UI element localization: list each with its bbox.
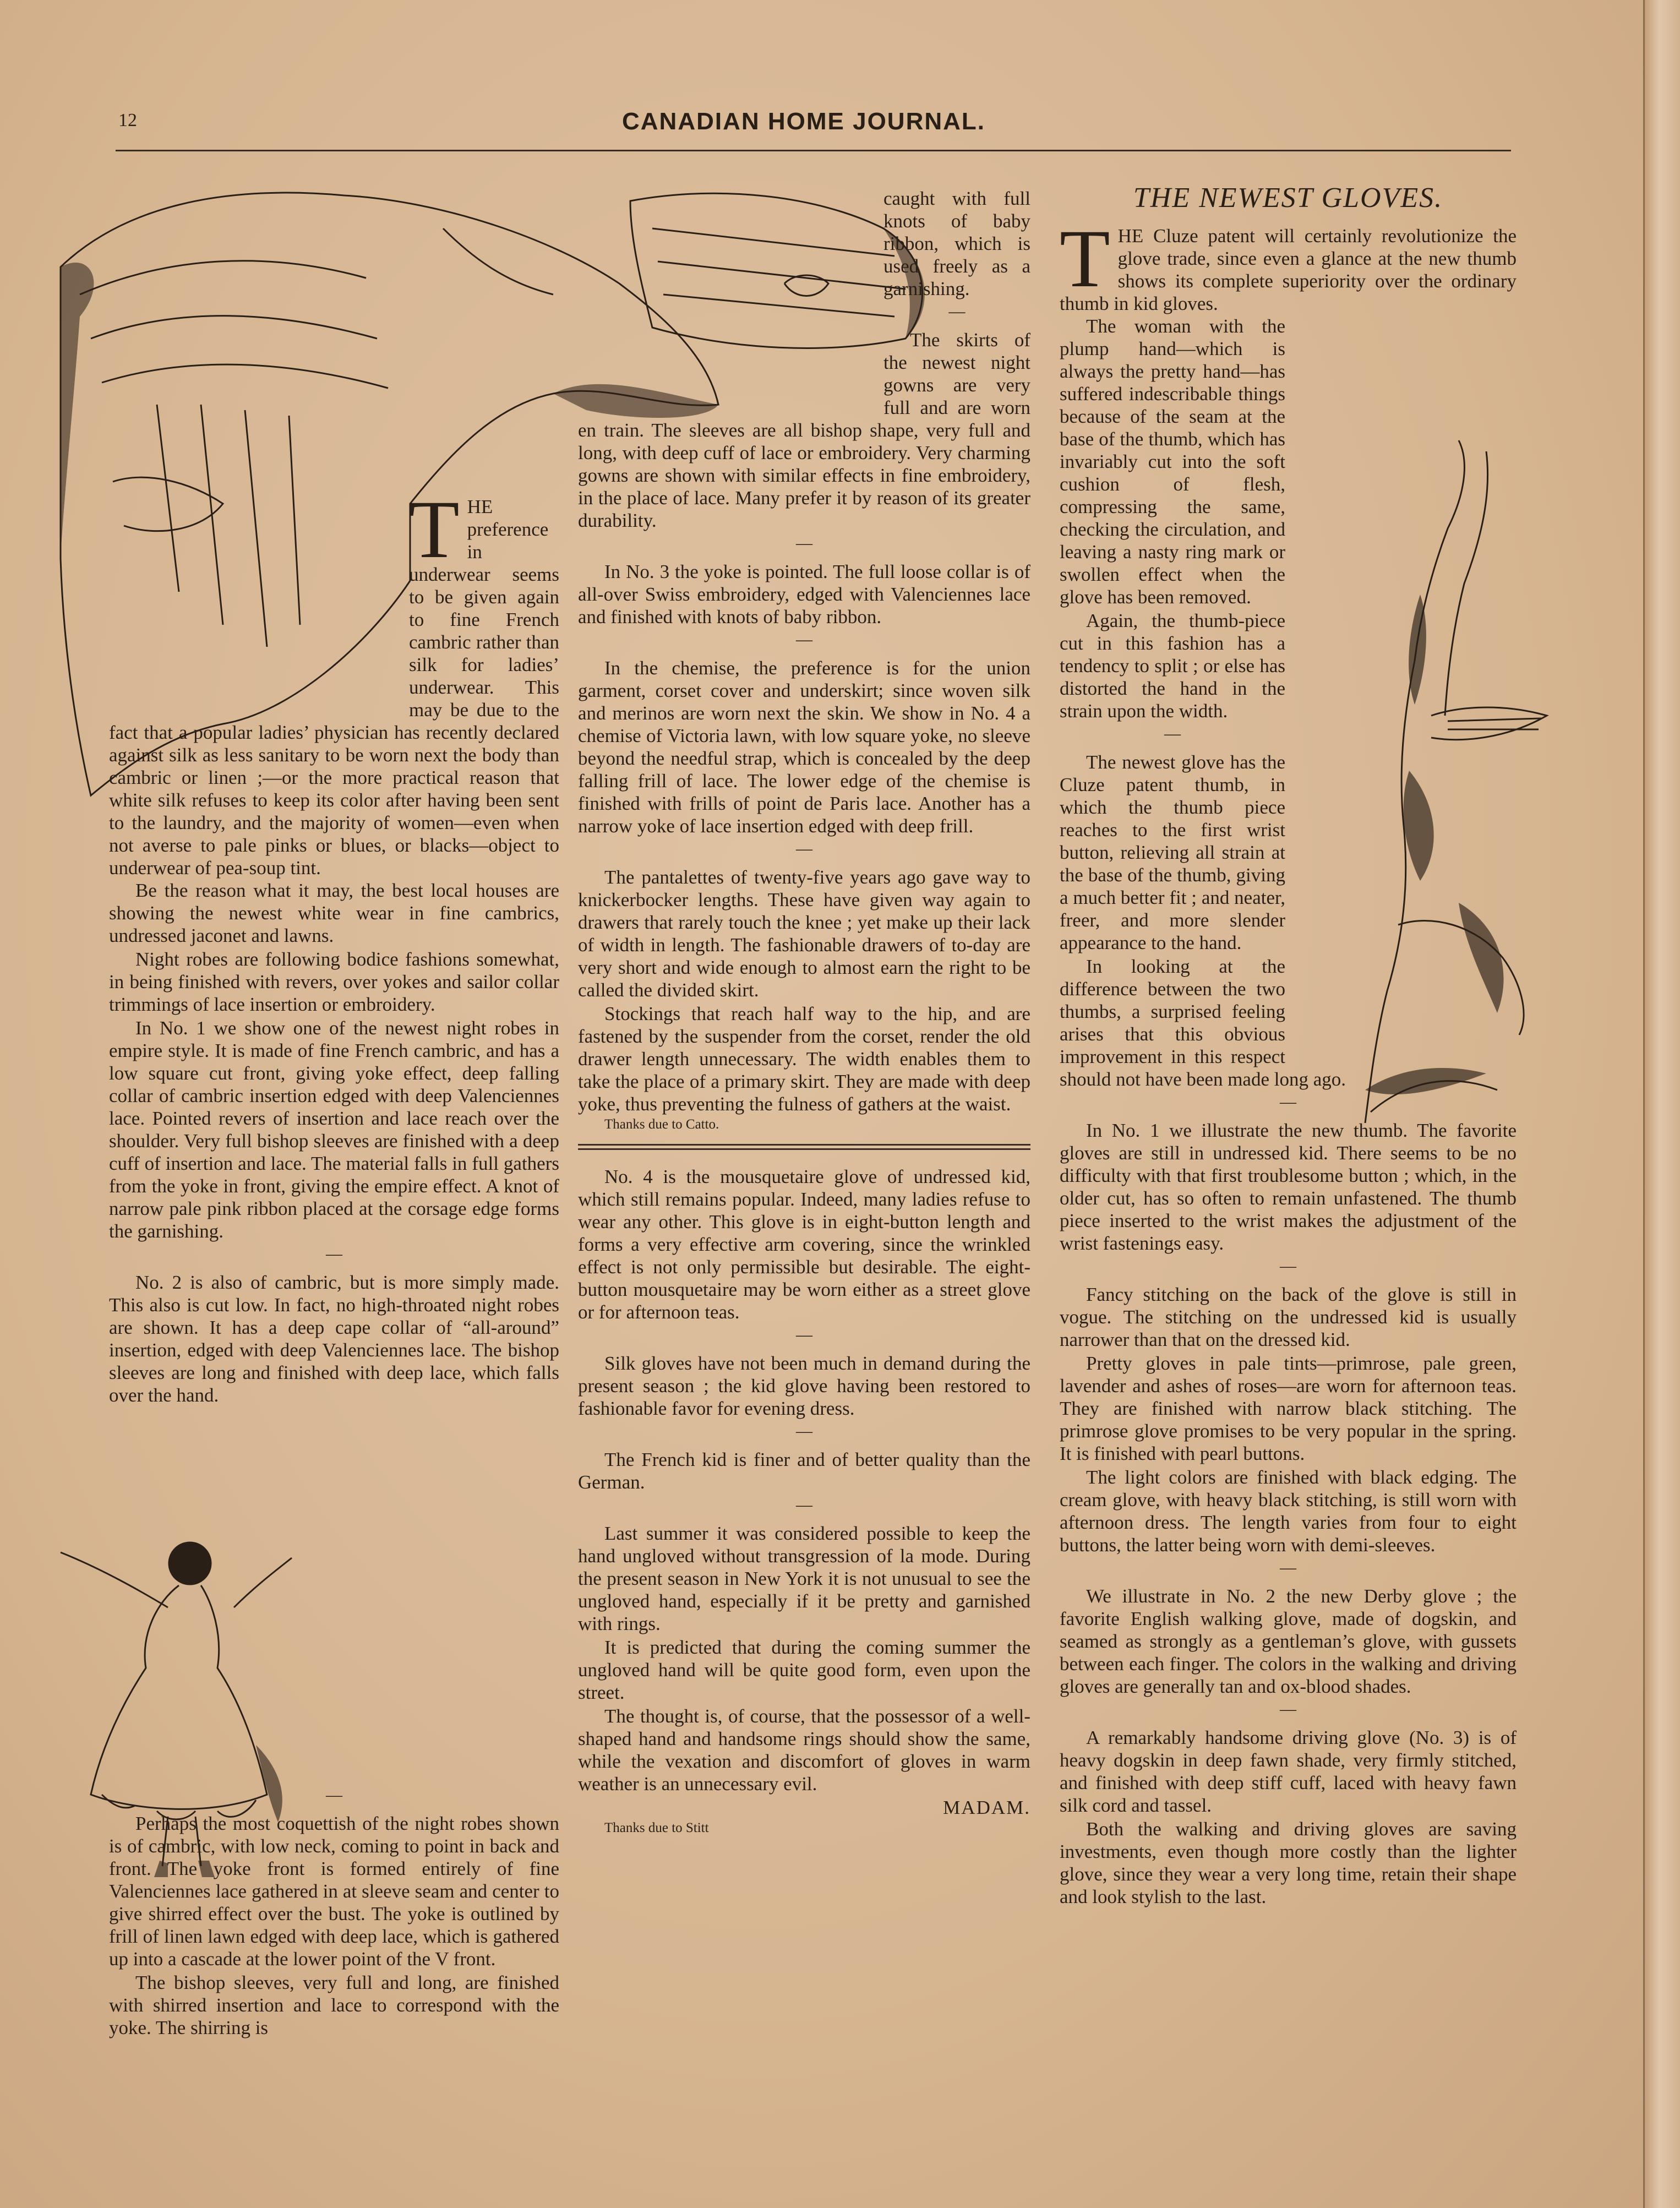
paragraph: The pantalettes of twenty-five years ago gave way to knickerbocker lengths. These have given way again to drawers that rarely touch the knee ; yet make up their lack of width in length. The fashionable drawers of to-day are very short and wide enough to almost earn the right to be called the divided skirt. <box>578 866 1030 1001</box>
separator: — <box>1280 1257 1296 1275</box>
separator: — <box>1280 1558 1296 1577</box>
separator: — <box>796 1326 812 1344</box>
intro-paragraph: HE preference in underwear seems to be given again to fine French cambric rather than silk for ladies’ underwear. This may be due to the fact that a popular ladies’ physician has recently declared against silk as less sanitary to be worn next the body than cambric or linen ;—or the more practical reason that white silk refuses to keep its color after having been sent to the laundry, and the majority of women—even when not averse to pale pinks or blues, or blacks—object to underwear of pea-soup tint. <box>109 496 559 879</box>
separator: — <box>1280 1700 1296 1718</box>
paragraph: Pretty gloves in pale tints—primrose, pale green, lavender and ashes of roses—are worn for afternoon teas. They are finished with narrow black stitching. The primrose glove promises to be very popular in the spring. It is finished with pearl buttons. <box>1060 1353 1517 1464</box>
paragraph: The bishop sleeves, very full and long, are finished with shirred insertion and lace to correspond with the yoke. The shirring is <box>109 1972 559 2038</box>
intro-paragraph: HE Cluze patent will certainly revolutionize the glove trade, since even a glance at the new thumb shows its complete superiority over the ordinary thumb in kid gloves. <box>1060 225 1517 314</box>
column-2 <box>578 187 1030 1838</box>
separator: — <box>796 534 812 552</box>
paragraph: The newest glove has the Cluze patent thumb, in which the thumb piece reaches to the first wrist button, relieving all strain at the base of the thumb, giving a much better fit ; and neater, freer, and more slender appearance to the hand. <box>1060 751 1285 953</box>
header-rule <box>116 150 1511 151</box>
separator: — <box>1280 1093 1296 1111</box>
separator: — <box>326 1245 342 1263</box>
paragraph: Again, the thumb-piece cut in this fashion has a tendency to split ; or else has distorted the hand in the strain upon the width. <box>1060 610 1285 722</box>
paragraph: Silk gloves have not been much in demand during the present season ; the kid glove having been restored to fashionable favor for evening dress. <box>578 1353 1030 1419</box>
paragraph: In looking at the difference between the two thumbs, a surprised feeling arises that this obvious improvement in this respect should not have been made long ago. <box>1060 956 1346 1090</box>
paragraph: Be the reason what it may, the best local houses are showing the newest white wear in fine cambrics, undressed jaconet and lawns. <box>109 880 559 946</box>
paragraph: Both the walking and driving gloves are saving investments, even though more costly than the lighter glove, since they wear a very long time, retain their shape and look stylish to the last. <box>1060 1818 1517 1907</box>
separator: — <box>796 839 812 858</box>
separator: — <box>796 630 812 648</box>
page-number: 12 <box>118 110 137 130</box>
paragraph: Last summer it was considered possible to keep the hand ungloved without transgression of la mode. During the present season in New York it is not unusual to see the ungloved hand, especially if it be pretty and garnished with rings. <box>578 1523 1030 1634</box>
paragraph: No. 2 is also of cambric, but is more simply made. This also is cut low. In fact, no high-throated night robes are shown. It has a deep cape collar of “all-around” insertion, edged with deep Valenciennes lace. The bishop sleeves are long and finished with deep lace, which falls over the hand. <box>109 1272 559 1406</box>
separator: — <box>948 302 966 320</box>
separator: — <box>796 1422 812 1440</box>
separator: — <box>1164 724 1181 743</box>
column-1-upper <box>109 484 559 1408</box>
illustration-spacer <box>109 495 409 716</box>
paragraph: In No. 1 we show one of the newest night robes in empire style. It is made of fine French cambric, and has a low square cut front, giving yoke effect, deep falling collar of cambric insertion edged with deep Valenciennes lace. Pointed revers of insertion and lace reach over the shoulder. Very full bishop sleeves are finished with a deep cuff of insertion and lace. The material falls in full gathers from the yoke in front, giving the empire effect. A knot of narrow pale pink ribbon placed at the corsage edge forms the garnishing. <box>109 1017 559 1242</box>
column-1-lower <box>109 1784 559 2040</box>
credit-line: Thanks due to Catto. <box>604 1117 719 1132</box>
signature: MADAM. <box>943 1797 1030 1818</box>
paragraph: The light colors are finished with black edging. The cream glove, with heavy black stitching, is still worn with afternoon dress. The length varies from four to eight buttons, the latter being worn with demi-sleeves. <box>1060 1466 1517 1556</box>
separator: — <box>326 1786 342 1804</box>
paragraph: In the chemise, the preference is for the union garment, corset cover and underskirt; since woven silk and merinos are worn next the skin. We show in No. 4 a chemise of Victoria lawn, with low square yoke, no sleeve beyond the needful strap, which is concealed by the deep falling frill of lace. The lower edge of the chemise is finished with frills of point de Paris lace. Another has a narrow yoke of lace insertion edged with deep frill. <box>578 657 1030 837</box>
paragraph: A remarkably handsome driving glove (No. 3) is of heavy dogskin in deep fawn shade, very firmly stitched, and finished with deep stiff cuff, laced with heavy fawn silk cord and tassel. <box>1060 1727 1517 1816</box>
paragraph: It is predicted that during the coming summer the ungloved hand will be quite good form, even upon the street. <box>578 1637 1030 1703</box>
paragraph: The skirts of the newest night gowns are very full and are worn en train. The sleeves are all bishop shape, very full and long, with deep cuff of lace or embroidery. Very charming gowns are shown with similar effects in fine embroidery, in the place of lace. Many prefer it by reason of its greater durability. <box>578 329 1030 531</box>
paragraph: Stockings that reach half way to the hip, and are fastened by the suspender from the corset, render the old drawer length unnecessary. The width enables them to take the place of a primary skirt. They are made with deep yoke, thus preventing the fulness of gathers at the waist. <box>578 1003 1030 1115</box>
paragraph: Night robes are following bodice fashions somewhat, in being finished with revers, over yokes and sailor collar trimmings of lace insertion or embroidery. <box>109 948 559 1015</box>
paragraph: The thought is, of course, that the possessor of a well-shaped hand and handsome rings should show the same, while the vexation and discomfort of gloves in warm weather is an unnecessary evil. <box>578 1705 1030 1795</box>
separator: — <box>796 1496 812 1514</box>
illustration-spacer <box>1285 325 1517 1052</box>
paragraph: The French kid is finer and of better quality than the German. <box>578 1449 1030 1493</box>
dropcap: T <box>1060 213 1110 304</box>
paragraph: In No. 3 the yoke is pointed. The full loose collar is of all-over Swiss embroidery, edged with Valenciennes lace and finished with knots of baby ribbon. <box>578 561 1030 628</box>
paragraph: No. 4 is the mousquetaire glove of undressed kid, which still remains popular. Indeed, many ladies refuse to wear any other. This glove is in eight-button length and forms a very effective arm covering, since the wrinkled effect is not only permissible but desirable. The eight-button mousquetaire may be worn either as a street glove or for afternoon teas. <box>578 1166 1030 1323</box>
illustration-spacer <box>578 187 883 405</box>
section-divider <box>578 1144 1030 1150</box>
page-spine-edge <box>1643 0 1680 2208</box>
paragraph: Fancy stitching on the back of the glove is still in vogue. The stitching on the undressed kid is usually narrower than that on the dressed kid. <box>1060 1284 1517 1350</box>
dropcap: T <box>409 484 460 575</box>
paragraph: We illustrate in No. 2 the new Derby glove ; the favorite English walking glove, made of dogskin, and seamed as strongly as a gentleman’s glove, with gussets between each finger. The colors in the walking and driving gloves are generally tan and ox-blood shades. <box>1060 1585 1517 1697</box>
paragraph: In No. 1 we illustrate the new thumb. The favorite gloves are still in undressed kid. There seems to be no difficulty with that first troublesome button ; which, in the older cut, has so often to remain unfastened. The thumb piece inserted to the wrist makes the adjustment of the wrist fastenings easy. <box>1060 1120 1517 1254</box>
credit-line: Thanks due to Stitt <box>604 1820 709 1835</box>
journal-title: CANADIAN HOME JOURNAL. <box>622 108 985 135</box>
column-3 <box>1060 182 1517 1909</box>
paragraph: The woman with the plump hand—which is always the pretty hand—has suffered indescribable things because of the seam at the base of the thumb, which has invariably cut into the soft cushion of flesh, compressing the same, checking the circulation, and leaving a nasty ring mark or swollen effect when the glove has been removed. <box>1060 315 1285 608</box>
paragraph: caught with full knots of baby ribbon, which is used freely as a garnishing. <box>883 188 1030 299</box>
paragraph: Perhaps the most coquettish of the night robes shown is of cambric, with low neck, coming to point in back and front. The yoke front is formed entirely of fine Valenciennes lace gathered in at sleeve seam and center to give shirred effect over the bust. The yoke is outlined by frill of linen lawn edged with deep lace, which is gathered up into a cascade at the lower point of the V front. <box>109 1813 559 1970</box>
article-heading: THE NEWEST GLOVES. <box>1133 182 1443 214</box>
